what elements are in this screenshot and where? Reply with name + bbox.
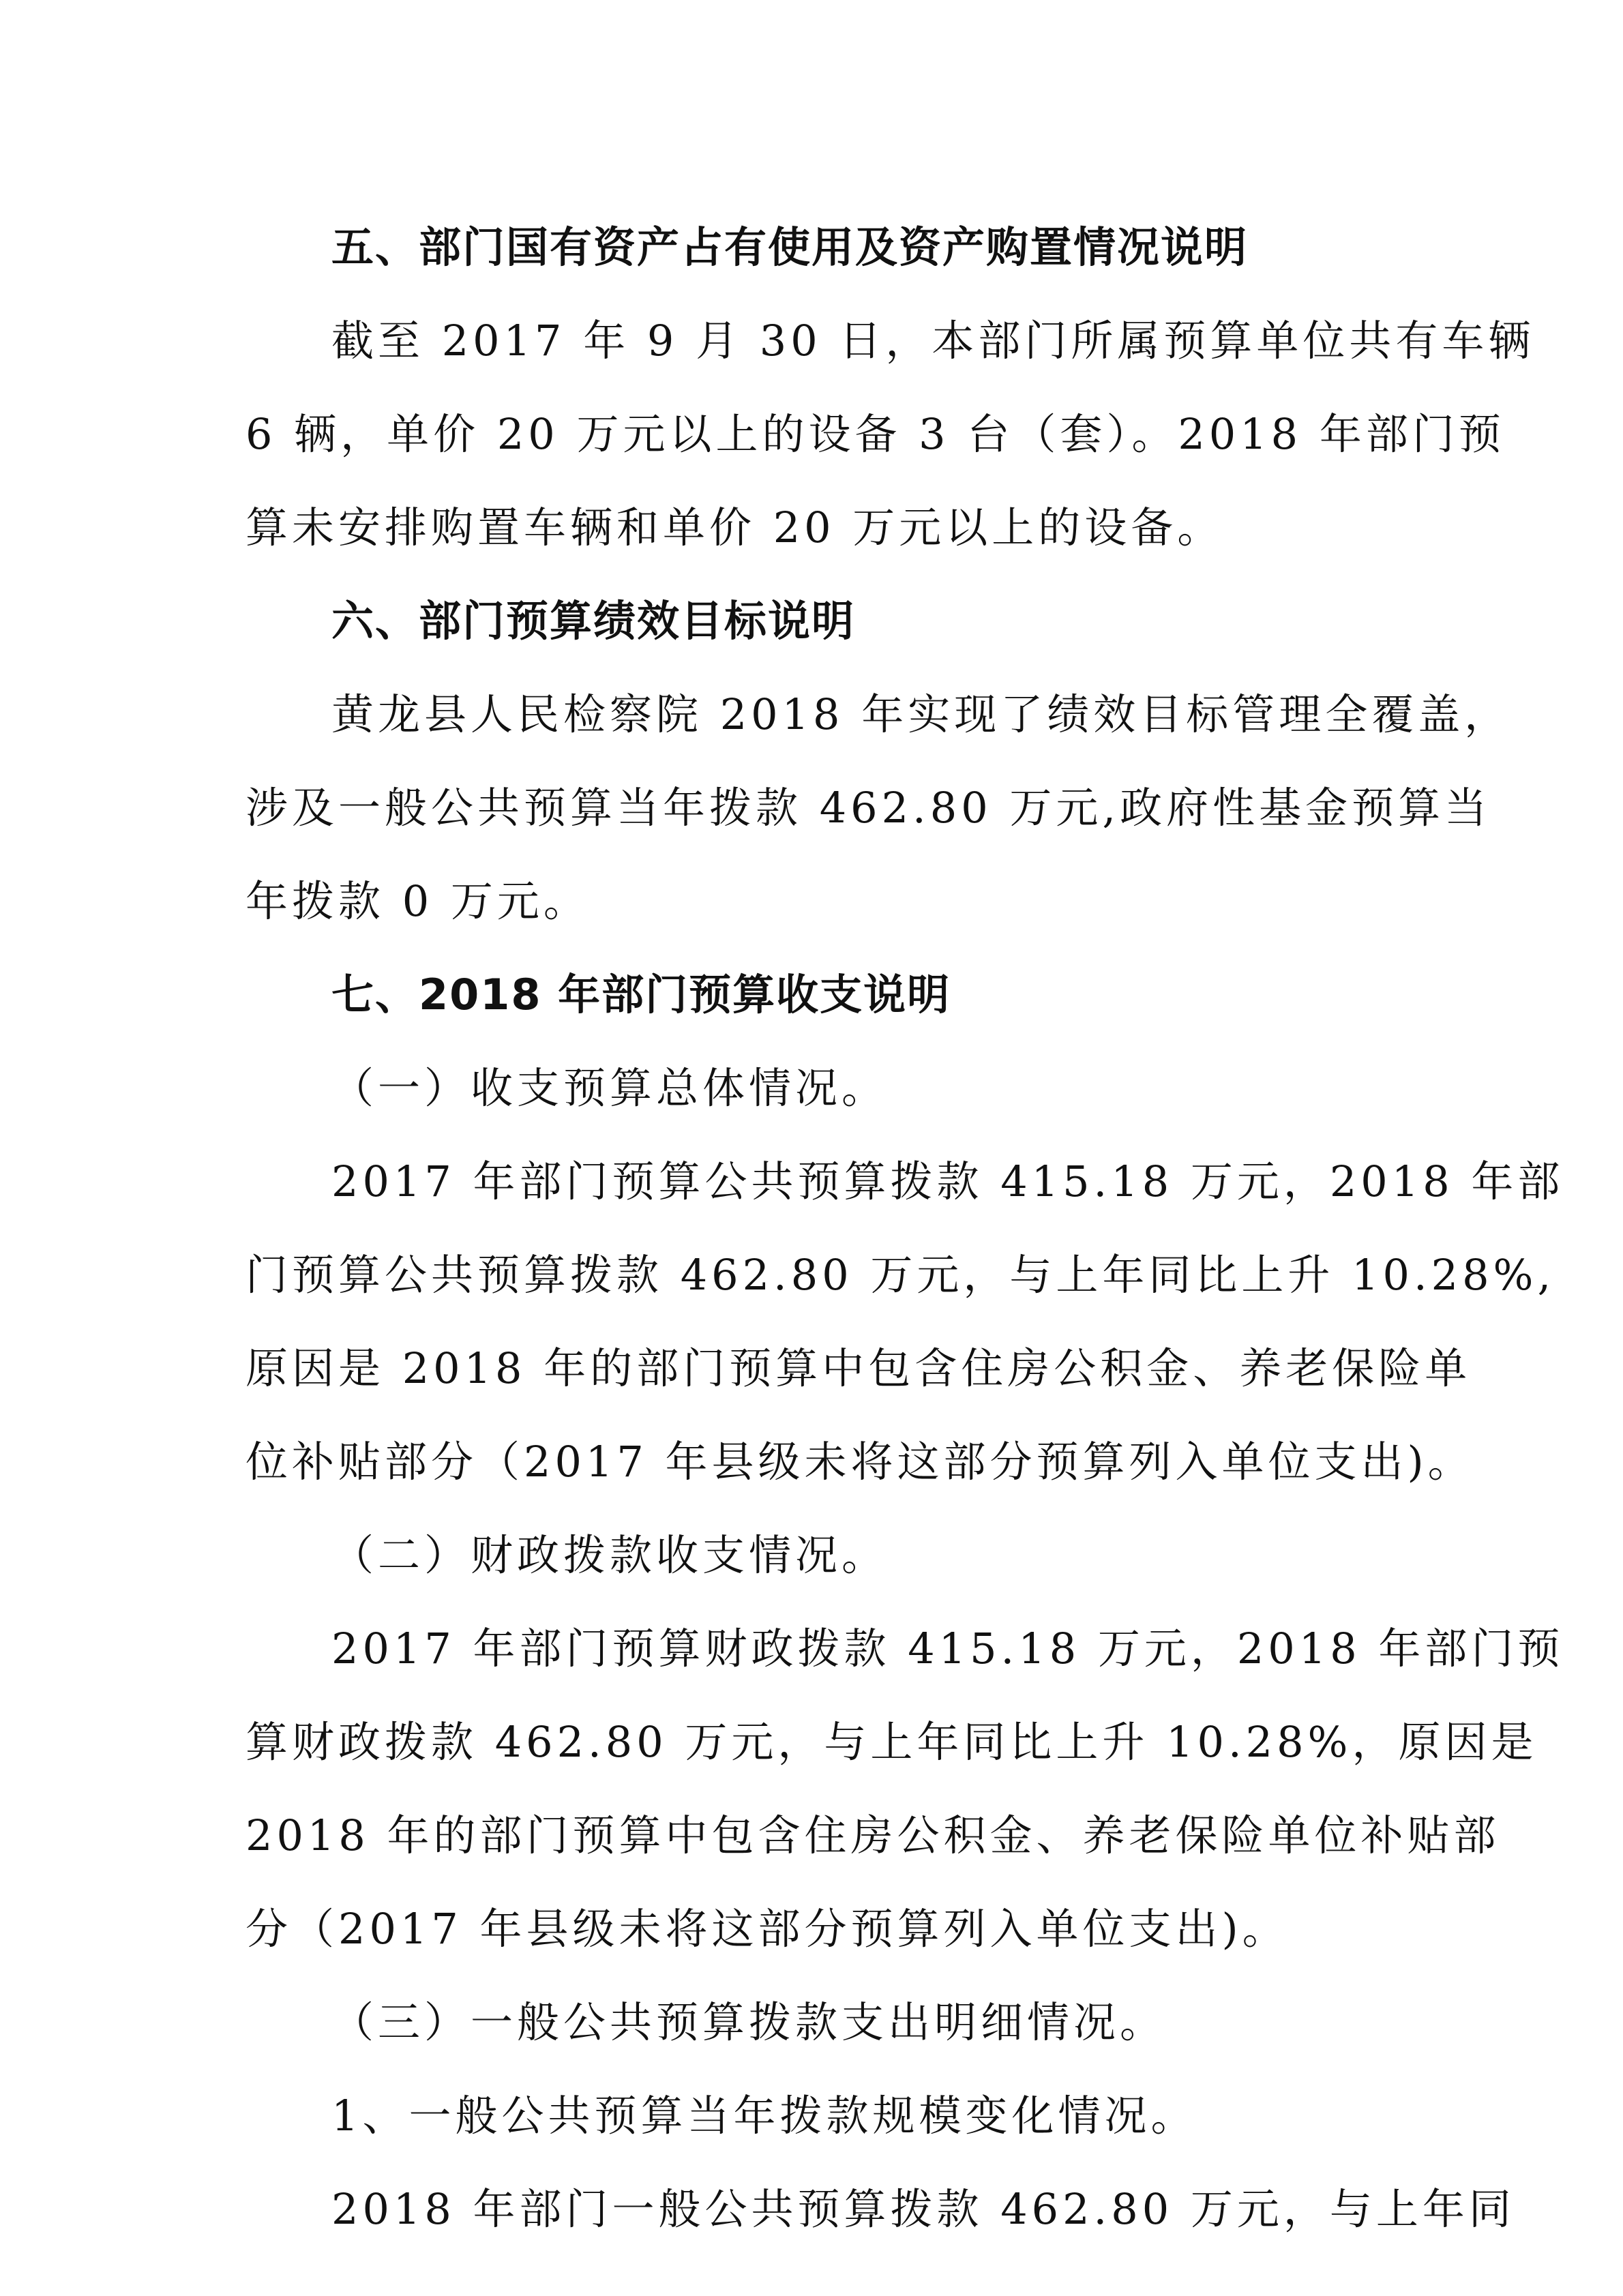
paragraph-line: 年拨款 0 万元。 [245,876,590,926]
section-heading-performance: 六、部门预算绩效目标说明 [331,596,856,646]
paragraph-line: 分（2017 年县级未将这部分预算列入单位支出)。 [245,1904,1289,1954]
paragraph-line: 涉及一般公共预算当年拨款 462.80 万元,政府性基金预算当 [245,783,1491,833]
paragraph-line: 2017 年部门预算财政拨款 415.18 万元，2018 年部门预 [331,1624,1564,1673]
paragraph-line: 2018 年的部门预算中包含住房公积金、养老保险单位补贴部 [245,1810,1500,1860]
paragraph-line: 原因是 2018 年的部门预算中包含住房公积金、养老保险单 [245,1343,1472,1393]
paragraph-line: 6 辆，单价 20 万元以上的设备 3 台（套）。2018 年部门预 [245,409,1505,459]
paragraph-line: 截至 2017 年 9 月 30 日，本部门所属预算单位共有车辆 [331,316,1535,366]
paragraph-line: 门预算公共预算拨款 462.80 万元，与上年同比上升 10.28%, [245,1250,1555,1300]
subsection-heading: （一）收支预算总体情况。 [331,1063,889,1113]
section-heading-budget: 七、2018 年部门预算收支说明 [331,970,951,1019]
paragraph-line: 2017 年部门预算公共预算拨款 415.18 万元，2018 年部 [331,1157,1564,1206]
subsection-heading: （二）财政拨款收支情况。 [331,1530,889,1580]
paragraph-line: 黄龙县人民检察院 2018 年实现了绩效目标管理全覆盖， [331,689,1511,739]
paragraph-line: 位补贴部分（2017 年县级未将这部分预算列入单位支出)。 [245,1437,1474,1487]
section-heading-assets: 五、部门国有资产占有使用及资产购置情况说明 [331,222,1249,272]
paragraph-line: 2018 年部门一般公共预算拨款 462.80 万元，与上年同 [331,2184,1515,2234]
subsection-heading: （三）一般公共预算拨款支出明细情况。 [331,1997,1167,2047]
subsection-item: 1、一般公共预算当年拨款规模变化情况。 [331,2091,1197,2141]
paragraph-line: 算财政拨款 462.80 万元，与上年同比上升 10.28%，原因是 [245,1717,1538,1767]
paragraph-line: 算未安排购置车辆和单价 20 万元以上的设备。 [245,503,1224,552]
